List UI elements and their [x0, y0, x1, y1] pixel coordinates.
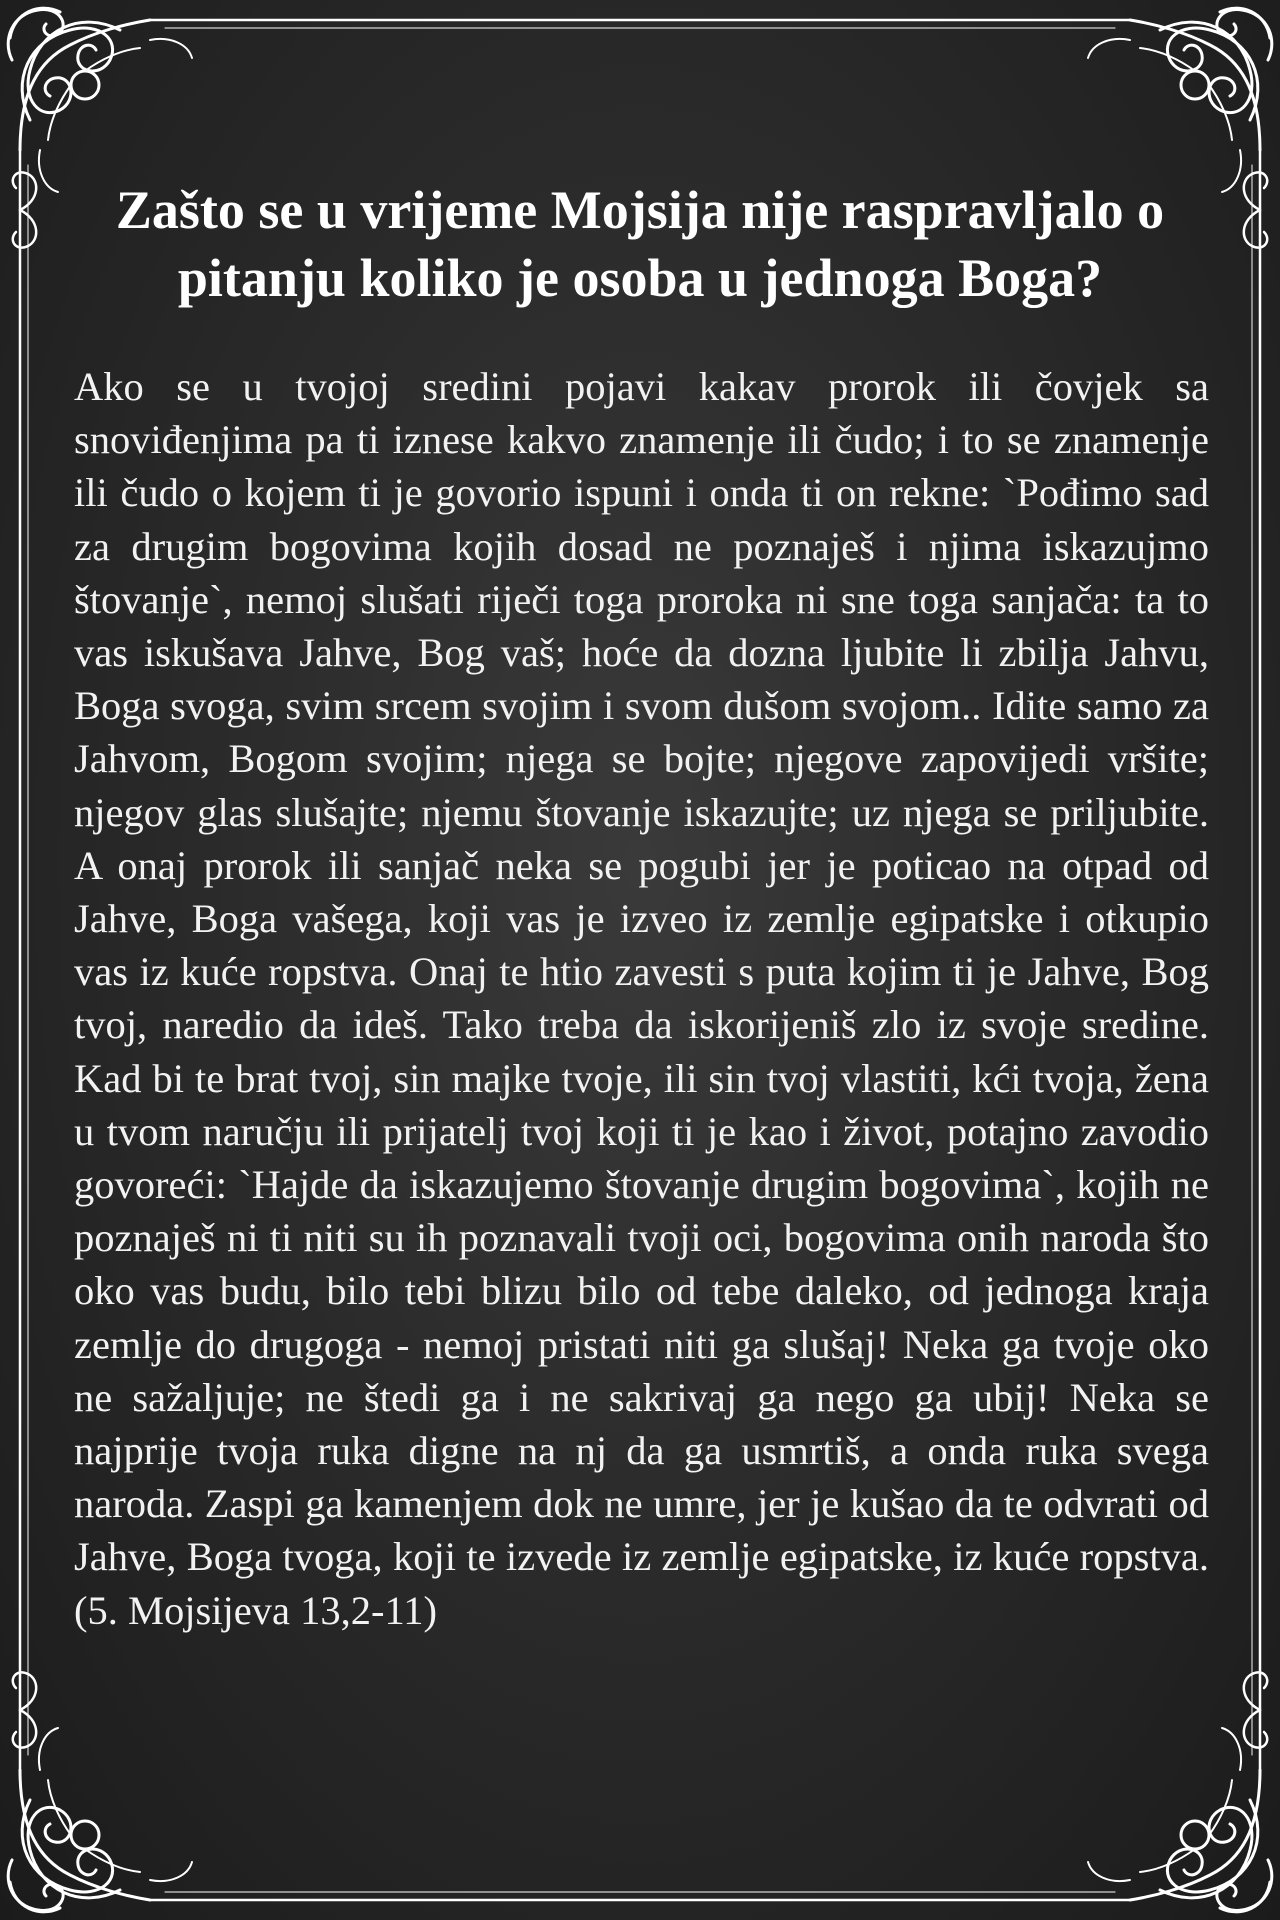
corner-flourish-top-left-icon [8, 8, 192, 192]
page-title: Zašto se u vrijeme Mojsija nije raspravljalo o pitanju koliko je osoba u jednoga Boga? [115, 180, 1165, 308]
corner-flourish-bottom-left-icon [8, 1728, 192, 1912]
side-flourish-right-bottom-icon [1244, 1672, 1267, 1747]
corner-flourish-top-right-icon [1088, 8, 1272, 192]
scripture-passage: Ako se u tvojoj sredini pojavi kakav prorok ili čovjek sa snoviđenjima pa ti iznese kakvo znamenje ili čudo; i to se znamenje ili čudo o kojem ti je govorio ispuni i onda ti on rekne: `Pođimo sad za drugim bogovima kojih dosad ne poznaješ i njima iskazujmo štovanje`, nemoj slušati riječi toga proroka ni sne toga sanjača: ta to vas iskušava Jahve, Bog vaš; hoće da dozna ljubite li zbilja Jahvu, Boga svoga, svim srcem svojim i svom dušom svojom.. Idite samo za Jahvom, Bogom svojim; njega se bojte; njegove zapovijedi vršite; njegov glas slušajte; njemu štovanje iskazujte; uz njega se priljubite. A onaj prorok ili sanjač neka se pogubi jer je poticao na otpad od Jahve, Boga vašega, koji vas je izveo iz zemlje egipatske i otkupio vas iz kuće ropstva. Onaj te htio zavesti s puta kojim ti je Jahve, Bog tvoj, naredio da ideš. Tako treba da iskorijeniš zlo iz svoje sredine. Kad bi te brat tvoj, sin majke tvoje, ili sin tvoj vlastiti, kći tvoja, žena u tvom naručju ili prijatelj tvoj koji ti je kao i život, potajno zavodio govoreći: `Hajde da iskazujemo štovanje drugim bogovima`, kojih ne poznaješ ni ti niti su ih poznavali tvoji oci, bogovima onih naroda što oko vas budu, bilo tebi blizu bilo od tebe daleko, od jednoga kraja zemlje do drugoga - nemoj pristati niti ga slušaj! Neka ga tvoje oko ne sažaljuje; ne štedi ga i ne sakrivaj ga nego ga ubij! Neka se najprije tvoja ruka digne na nj da ga usmrtiš, a onda ruka svega naroda. Zaspi ga kamenjem dok ne umre, jer je kušao da te odvrati od Jahve, Boga tvoga, koji te izvede iz zemlje egipatske, iz kuće ropstva. (5. Mojsijeva 13,2-11) [74, 364, 1209, 1633]
side-flourish-right-top-icon [1244, 172, 1267, 247]
side-flourish-left-bottom-icon [13, 1672, 36, 1747]
corner-flourish-bottom-right-icon [1088, 1728, 1272, 1912]
side-flourish-left-top-icon [13, 172, 36, 247]
